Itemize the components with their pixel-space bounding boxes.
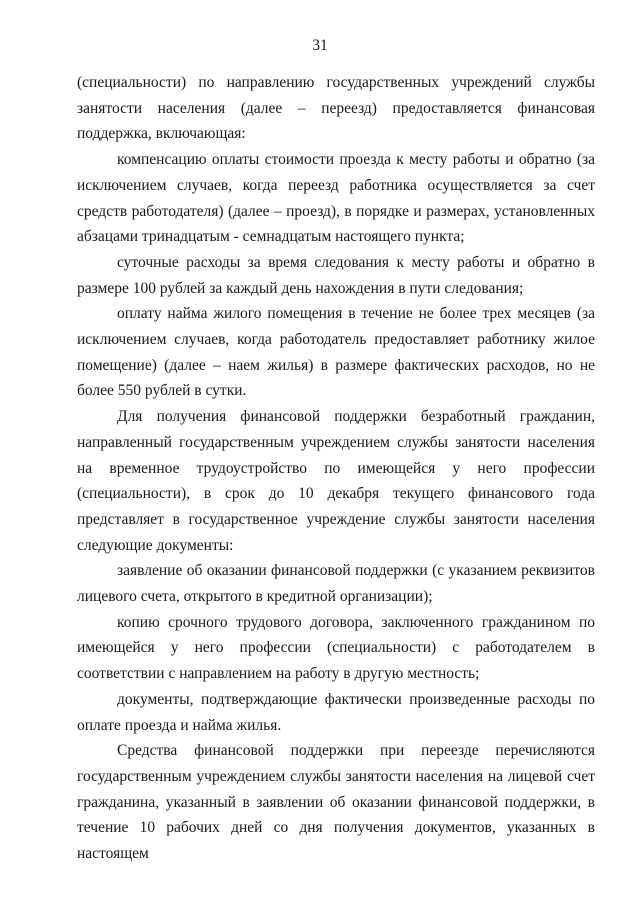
paragraph-application: заявление об оказании финансовой поддержки (с указанием реквизитов лицевого счета, открытого в кредитной организации); [77,562,595,606]
paragraph-expense-documents: документы, подтверждающие фактически произведенные расходы по оплате проезда и найма жилья. [77,690,595,734]
paragraph-required-documents-intro: Для получения финансовой поддержки безработный гражданин, направленный государственным учреждением службы занятости населения на временное трудоустройство по имеющейся у него профессии (специальности), в срок до 10 декабря текущего финансового года представляет в государственное учреждение службы занятости населения следующие документы: [77,408,595,554]
paragraph-travel-compensation: компенсацию оплаты стоимости проезда к месту работы и обратно (за исключением случаев, когда переезд работника осуществляется за счет средств работодателя) (далее – проезд), в порядке и размерах, установленных абзацами тринадцатым - семнадцатым настоящего пункта; [77,151,595,246]
paragraph-housing-rent: оплату найма жилого помещения в течение не более трех месяцев (за исключением случаев, когда работодатель предоставляет работнику жилое помещение) (далее – наем жилья) в размере фактических расходов, но не более 550 рублей в сутки. [77,305,595,400]
paragraph-daily-allowance: суточные расходы за время следования к месту работы и обратно в размере 100 рублей за каждый день нахождения в пути следования; [77,253,595,297]
document-body [77,70,595,867]
page-number: 31 [312,37,328,54]
paragraph-continuation-intro: (специальности) по направлению государственных учреждений службы занятости населения (далее – переезд) предоставляется финансовая поддержка, включающая: [77,74,595,143]
paragraph-funds-transfer: Средства финансовой поддержки при переезде перечисляются государственным учреждением службы занятости населения на лицевой счет гражданина, указанный в заявлении об оказании финансовой поддержки, в течение 10 рабочих дней со дня получения документов, указанных в настоящем [77,742,595,863]
paragraph-labor-contract-copy: копию срочного трудового договора, заключенного гражданином по имеющейся у него профессии (специальности) с работодателем в соответствии с направлением на работу в другую местность; [77,613,595,683]
